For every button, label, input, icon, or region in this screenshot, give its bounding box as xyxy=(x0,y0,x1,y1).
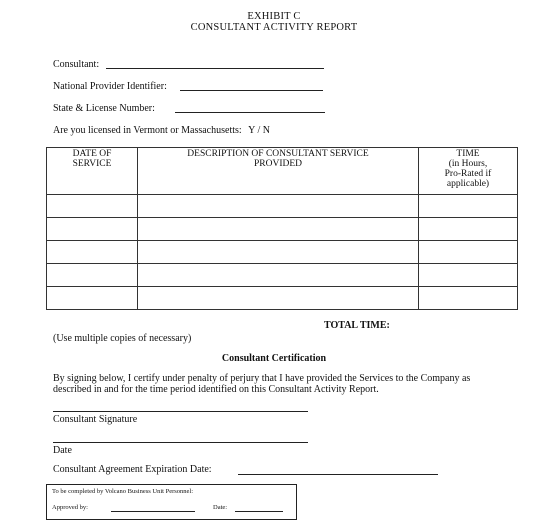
office-date-line[interactable] xyxy=(235,511,283,512)
time-cell[interactable] xyxy=(419,264,518,287)
consultant-line[interactable] xyxy=(106,68,324,69)
licensed-question-label: Are you licensed in Vermont or Massachusetts: xyxy=(53,125,242,136)
npi-label: National Provider Identifier: xyxy=(53,81,167,92)
state-license-label: State & License Number: xyxy=(53,103,155,114)
npi-line[interactable] xyxy=(180,90,323,91)
exhibit-label: EXHIBIT C xyxy=(247,11,301,22)
description-cell[interactable] xyxy=(138,218,419,241)
expiration-label: Consultant Agreement Expiration Date: xyxy=(53,464,212,475)
office-use-box xyxy=(46,484,297,520)
date-cell[interactable] xyxy=(47,241,138,264)
expiration-line[interactable] xyxy=(238,474,438,475)
certification-text: By signing below, I certify under penalty of perjury that I have provided the Services to the Company as described in and for the time period identified on this Consultant Activity Report. xyxy=(53,373,471,395)
header-description: DESCRIPTION OF CONSULTANT SERVICE PROVIDED xyxy=(138,148,419,195)
office-date-label: Date: xyxy=(213,504,228,511)
description-cell[interactable] xyxy=(138,241,419,264)
table-row xyxy=(47,264,518,287)
table-row xyxy=(47,241,518,264)
header-date-of-service: DATE OF SERVICE xyxy=(47,148,138,195)
copies-note: (Use multiple copies of necessary) xyxy=(53,333,192,344)
certification-heading: Consultant Certification xyxy=(221,353,327,364)
table-row xyxy=(47,218,518,241)
office-use-heading: To be completed by Volcano Business Unit Personnel: xyxy=(52,488,194,495)
header-time: TIME (in Hours, Pro-Rated if applicable) xyxy=(419,148,518,195)
table-row xyxy=(47,195,518,218)
approved-by-line[interactable] xyxy=(111,511,195,512)
date-cell[interactable] xyxy=(47,287,138,310)
signature-line[interactable] xyxy=(53,411,308,412)
date-cell[interactable] xyxy=(47,218,138,241)
time-cell[interactable] xyxy=(419,287,518,310)
date-label: Date xyxy=(53,445,72,456)
description-cell[interactable] xyxy=(138,264,419,287)
date-cell[interactable] xyxy=(47,195,138,218)
date-line[interactable] xyxy=(53,442,308,443)
time-cell[interactable] xyxy=(419,195,518,218)
consultant-label: Consultant: xyxy=(53,59,100,70)
licensed-options[interactable]: Y / N xyxy=(248,125,271,136)
signature-label: Consultant Signature xyxy=(53,414,138,425)
table-header-row xyxy=(47,148,518,195)
approved-by-label: Approved by: xyxy=(52,504,88,511)
licensed-question xyxy=(53,125,270,137)
description-cell[interactable] xyxy=(138,287,419,310)
total-time-label: TOTAL TIME: xyxy=(324,320,390,331)
state-license-line[interactable] xyxy=(175,112,325,113)
date-cell[interactable] xyxy=(47,264,138,287)
activity-table xyxy=(46,147,518,310)
table-row xyxy=(47,287,518,310)
time-cell[interactable] xyxy=(419,218,518,241)
document-title: CONSULTANT ACTIVITY REPORT xyxy=(190,22,358,33)
time-cell[interactable] xyxy=(419,241,518,264)
description-cell[interactable] xyxy=(138,195,419,218)
